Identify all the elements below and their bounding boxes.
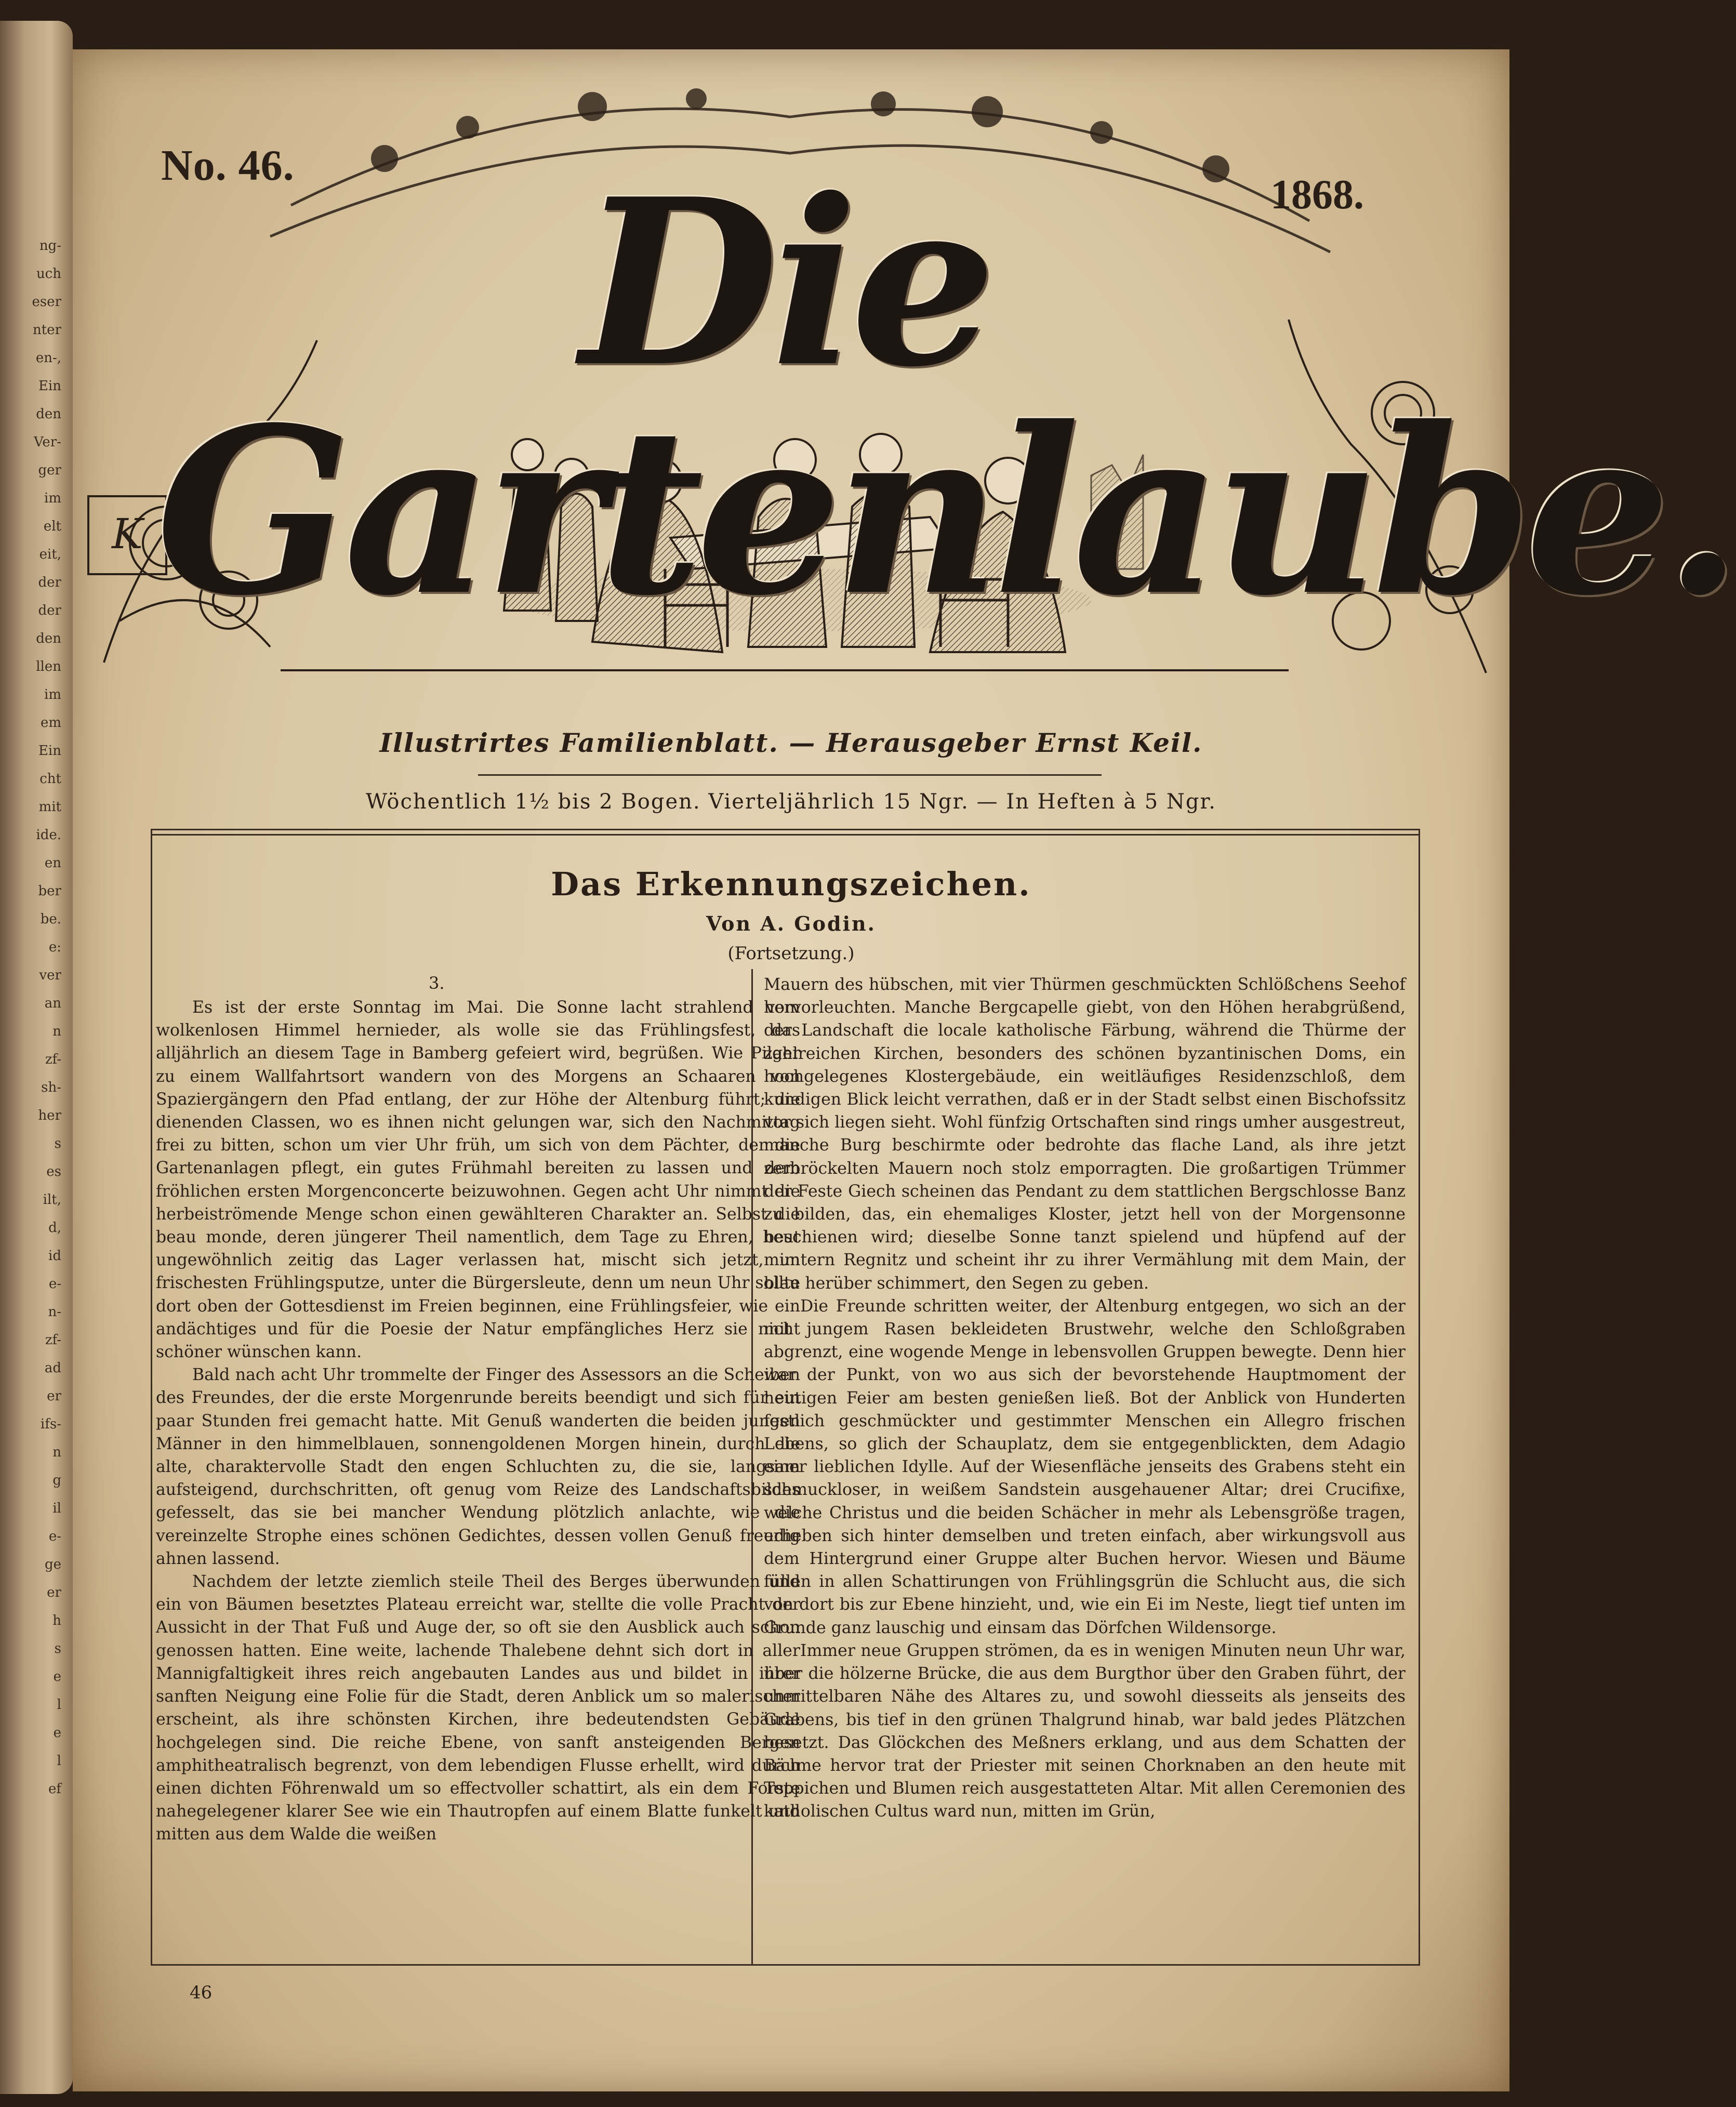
left-page-fragment: zf- [45,1052,61,1067]
newspaper-title: Die Gartenlaube. [156,149,1736,646]
left-page-fragment: e [53,1669,61,1685]
left-page-fragment: h [52,1613,61,1628]
left-page-fragment: ber [38,883,61,899]
adjacent-page-edge [0,21,73,2094]
left-page-fragment: cht [39,771,61,787]
header-rule-top [151,829,1419,830]
left-page-fragment: e- [48,1529,61,1544]
left-page-fragment: l [57,1697,61,1713]
left-page-fragment: llen [36,659,61,674]
left-page-fragment: s [54,1136,61,1151]
left-page-fragment: ide. [36,827,61,843]
left-page-fragment: l [57,1753,61,1769]
left-page-fragment: er [47,1585,61,1600]
left-page-fragment: e- [48,1276,61,1292]
article-title: Das Erkennungszeichen. [551,865,1031,903]
left-page-fragment: ifs- [40,1416,61,1432]
left-page-fragment: en [44,855,61,871]
frame-left [151,829,152,1964]
masthead [73,49,1736,683]
left-page-fragment: il [52,1501,61,1516]
left-page-fragment: zf- [45,1332,61,1348]
left-page-fragment: her [38,1108,61,1123]
left-page-fragment: elt [43,519,61,534]
left-page-fragment: sh- [41,1080,61,1095]
left-page-fragment: ng- [39,238,61,254]
left-page-fragment: en-, [35,350,61,366]
left-page-fragment: mit [38,799,61,815]
article-author: Von A. Godin. [706,912,876,935]
text-column-left [156,996,800,1846]
frame-right [1419,829,1420,1964]
frame-bottom [151,1964,1420,1966]
left-page-fragment: eit, [39,547,61,562]
left-page-fragment: der [38,575,61,590]
left-page-fragment: em [40,715,61,731]
paragraph: Nachdem der letzte ziemlich steile Theil des Berges überwunden und ein von Bäumen besetztes Plateau erreicht war, stellte die volle Pracht der Aussicht in der That Fuß und Auge der, so oft sie den Ausblick auch schon genossen hatten. Eine weite, lachende Thalebene dehnt sich dort in aller Mannigfaltigkeit ihres reich angebauten Landes aus und bildet in ihrer sanften Neigung eine Folie für die Stadt, deren Anblick um so malerischer erscheint, als ihre schönsten Kirchen, ihre bedeutendsten Gebäude hochgelegen sind. Die reiche Ebene, von sanft ansteigenden Bergen amphitheatralisch begrenzt, von dem lebendigen Flusse erhellt, wird durch einen dichten Föhrenwald um so effectvoller schattirt, als ein dem Forste nahegelegener klarer See wie ein Thautropfen auf einem Blatte funkelt und mitten aus dem Walde die weißen [156,1572,800,1844]
left-page-fragment: es [46,1164,61,1180]
issue-year: 1868. [1270,172,1364,218]
left-page-fragment: den [36,406,61,422]
left-page-fragment: eser [32,294,61,310]
subtitle: Illustrirtes Familienblatt. — Herausgeber Ernst Keil. [379,727,1203,758]
left-page-fragment: be. [40,911,61,927]
left-page-fragment: ge [44,1557,61,1572]
left-page-fragment: an [44,996,61,1011]
issue-number: No. 46. [161,141,295,190]
left-page-fragment: e [53,1725,61,1741]
left-page-fragment: d, [48,1220,61,1236]
paragraph: Es ist der erste Sonntag im Mai. Die Sonne lacht strahlend vom wolkenlosen Himmel hernieder, als wolle sie das Frühlingsfest, das alljährlich an diesem Tage in Bamberg gefeiert wird, begrüßen. Wie Pilger zu einem Wallfahrtsort wandern von des Morgens an Schaaren von Spaziergängern den Pfad entlang, der zur Höhe der Altenburg führt; die dienenden Classen, wo es ihnen nicht gelungen war, sich den Nachmittag frei zu bitten, schon um vier Uhr früh, um sich von dem Pächter, der die Gartenanlagen pflegt, ein gutes Frühmahl bereiten zu lassen und dem fröhlichen ersten Morgenconcerte beizuwohnen. Gegen acht Uhr nimmt die herbeiströmende Menge schon einen gewählteren Charakter an. Selbst die beau monde, deren jüngerer Theil namentlich, dem Tage zu Ehren, heut ungewöhnlich zeitig das Lager verlassen hat, mischt sich jetzt, im frischesten Frühlingsputze, unter die Bürgersleute, denn um neun Uhr sollte dort oben der Gottesdienst im Freien beginnen, eine Frühlingsfeier, wie ein andächtiges und für die Poesie der Natur empfängliches Herz sie nicht schöner wünschen kann. [156,998,800,1362]
left-page-fragment: den [36,631,61,646]
section-number: 3. [429,973,445,993]
left-page-fragment: ver [39,968,61,983]
left-page-fragment: ger [38,462,61,478]
left-page-fragment: nter [32,322,61,338]
left-page-fragment: g [52,1473,61,1488]
left-page-fragment: id [48,1248,61,1264]
newspaper-page [73,49,1736,2091]
left-page-fragment: uch [36,266,61,282]
left-page-fragment: n [52,1024,61,1039]
paragraph: Mauern des hübschen, mit vier Thürmen geschmückten Schlößchens Seehof hervorleuchten. Manche Bergcapelle giebt, von den Höhen herabgrüßend, der Landschaft die locale katholische Färbung, während die Thürme der zahlreichen Kirchen, besonders des schönen byzantinischen Doms, ein hochgelegenes Klostergebäude, ein weitläufiges Residenzschloß, dem kundigen Blick leicht verrathen, daß er in der Stadt selbst einen Bischofssitz vor sich liegen sieht. Wohl fünfzig Ortschaften sind rings umher ausgestreut, manche Burg beschirmte oder bedrohte das flache Land, als ihre jetzt zerbröckelten Mauern noch stolz emporragten. Die großartigen Trümmer der Feste Giech scheinen das Pendant zu dem stattlichen Bergschlosse Banz zu bilden, das, ein ehemaliges Kloster, jetzt hell von der Morgensonne beschienen wird; dieselbe Sonne tanzt spielend und hüpfend auf der muntern Regnitz und scheint ihr zu ihrer Vermählung mit dem Main, der blau herüber schimmert, den Segen zu geben. [764,975,1406,1293]
text-column-right [764,973,1406,1823]
left-page-fragment: ef [48,1781,61,1797]
left-page-fragment: Ein [38,743,61,759]
left-page-fragment: Ein [38,378,61,394]
left-page-fragment: ad [44,1360,61,1376]
left-page-fragment: n- [48,1304,61,1320]
left-page-fragment: e: [48,939,61,955]
header-rule-bottom [151,834,1419,836]
left-page-fragment: ilt, [43,1192,61,1208]
left-page-fragment: er [47,1388,61,1404]
svg-text:K: K [112,510,143,558]
article-continuation: (Fortsetzung.) [727,943,855,964]
subtitle-divider [478,774,1102,776]
left-page-fragment: n [52,1445,61,1460]
left-page-fragment: im [44,687,61,703]
left-page-fragment: im [44,491,61,506]
pricing-line: Wöchentlich 1½ bis 2 Bogen. Vierteljährlich 15 Ngr. — In Heften à 5 Ngr. [366,790,1216,814]
left-page-fragment: Ver- [34,434,61,450]
paragraph: Bald nach acht Uhr trommelte der Finger des Assessors an die Scheiben des Freundes, der die erste Morgenrunde bereits beendigt und sich für ein paar Stunden frei gemacht hatte. Mit Genuß wanderten die beiden jungen Männer in den himmelblauen, sonnengoldenen Morgen hinein, durch die alte, charaktervolle Stadt den engen Schluchten zu, die sie, langsam aufsteigend, durchschritten, oft genug vom Reize des Landschaftsbildes gefesselt, das sie bei mancher Wendung plötzlich anlachte, wie die vereinzelte Strophe eines schönen Gedichtes, dessen vollen Genuß freudig ahnen lassend. [156,1366,800,1568]
paragraph: Die Freunde schritten weiter, der Altenburg entgegen, wo sich an der mit jungem Rasen bekleideten Brustwehr, welche den Schloßgraben abgrenzt, eine wogende Menge in lebensvollen Gruppen bewegte. Denn hier war der Punkt, von wo aus sich der bevorstehende Hauptmoment der heutigen Feier am besten genießen ließ. Bot der Anblick von Hunderten festlich geschmückter und gestimmter Menschen ein Allegro frischen Lebens, so glich der Schauplatz, dem sie entgegenblickten, dem Adagio einer lieblichen Idylle. Auf der Wiesenfläche jenseits des Grabens steht ein schmuckloser, in weißem Sandstein ausgehauener Altar; drei Crucifixe, welche Christus und die beiden Schächer in mehr als Lebensgröße tragen, erheben sich hinter demselben und treten einfach, aber wirkungsvoll aus dem Hintergrund einer Gruppe alter Buchen hervor. Wiesen und Bäume füllen in allen Schattirungen von Frühlingsgrün die Schlucht aus, die sich von dort bis zur Ebene hinzieht, und, wie ein Ei im Neste, liegt tief unten im Grunde ganz lauschig und einsam das Dörfchen Wildensorge. [764,1296,1406,1637]
left-page-fragment: der [38,603,61,618]
page-number: 46 [190,1982,213,2003]
paragraph: Immer neue Gruppen strömen, da es in wenigen Minuten neun Uhr war, über die hölzerne Brücke, die aus dem Burgthor über den Graben führt, der unmittelbaren Nähe des Altares zu, und sowohl diesseits als jenseits des Grabens, bis tief in den grünen Thalgrund hinab, war bald jedes Plätzchen besetzt. Das Glöckchen des Meßners erklang, und aus dem Schatten der Bäume hervor trat der Priester mit seinen Chorknaben an den heute mit Teppichen und Blumen reich ausgestatteten Altar. Mit allen Ceremonien des katholischen Cultus ward nun, mitten im Grün, [764,1641,1406,1821]
left-page-fragment: s [54,1641,61,1657]
